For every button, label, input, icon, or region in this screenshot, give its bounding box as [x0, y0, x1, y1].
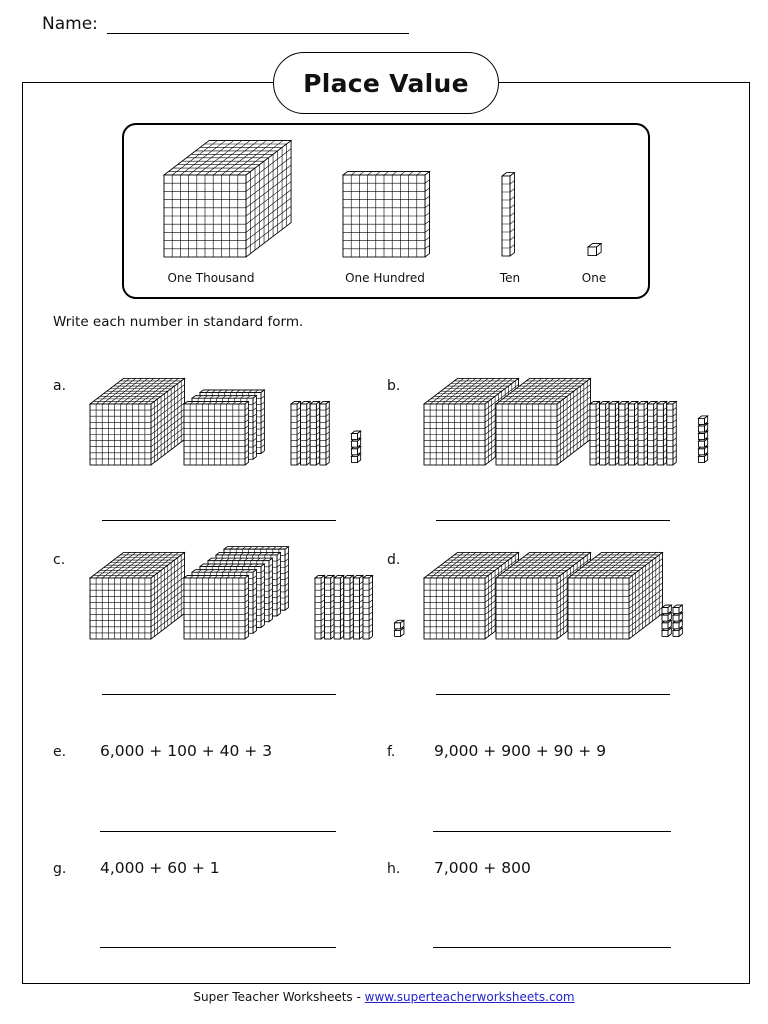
problem-letter-g: g.	[53, 861, 67, 877]
hundred-flat-icon	[184, 575, 248, 639]
instructions: Write each number in standard form.	[53, 314, 304, 330]
key-label-hundred: One Hundred	[345, 271, 425, 285]
problem-letter-c: c.	[53, 552, 66, 568]
key-label-thousand: One Thousand	[167, 271, 255, 285]
ten-rod-icon	[628, 401, 637, 465]
ten-rod-icon	[353, 575, 362, 639]
problem-letter-d: d.	[387, 552, 401, 568]
hundred-flat-icon	[184, 401, 248, 465]
problem-expression-h: 7,000 + 800	[434, 859, 531, 877]
ten-rod-icon	[609, 401, 618, 465]
ten-rod-icon	[310, 401, 319, 465]
name-label: Name:	[42, 14, 98, 34]
unit-cube-icon	[662, 605, 671, 614]
page-title: Place Value	[273, 52, 499, 114]
problem-expression-f: 9,000 + 900 + 90 + 9	[434, 742, 607, 760]
ten-rod-icon	[315, 575, 324, 639]
problem-expression-g: 4,000 + 60 + 1	[100, 859, 220, 877]
ten-rod-icon	[320, 401, 329, 465]
ten-rod-icon	[590, 401, 599, 465]
ten-rod-icon	[344, 575, 353, 639]
unit-cube-icon	[395, 620, 404, 629]
unit-cube-icon	[351, 431, 360, 440]
problem-letter-a: a.	[53, 378, 67, 394]
ten-rod-icon	[291, 401, 300, 465]
ten-rod-icon	[325, 575, 334, 639]
ten-rod-icon	[334, 575, 343, 639]
ten-rod-icon	[657, 401, 666, 465]
problem-letter-f: f.	[387, 744, 396, 760]
ten-rod-icon	[667, 401, 676, 465]
thousand-cube-icon	[90, 552, 185, 639]
ten-rod-icon	[301, 401, 310, 465]
unit-cube-icon	[673, 605, 682, 614]
thousand-cube-icon	[90, 378, 185, 465]
ten-rod-icon	[600, 401, 609, 465]
key-label-one: One	[581, 271, 607, 285]
problem-expression-e: 6,000 + 100 + 40 + 3	[100, 742, 273, 760]
ten-rod-icon	[363, 575, 372, 639]
thousand-cube-icon	[164, 141, 291, 257]
problem-letter-b: b.	[387, 378, 401, 394]
unit-cube-icon	[588, 243, 601, 255]
footer-link[interactable]: www.superteacherworksheets.com	[364, 990, 575, 1004]
ten-rod-icon	[619, 401, 628, 465]
key-label-ten: Ten	[499, 271, 521, 285]
problem-letter-e: e.	[53, 744, 67, 760]
footer-text: Super Teacher Worksheets -	[193, 990, 365, 1004]
ten-rod-icon	[648, 401, 657, 465]
unit-cube-icon	[698, 416, 707, 425]
ten-rod-icon	[502, 173, 514, 256]
ten-rod-icon	[638, 401, 647, 465]
hundred-flat-icon	[343, 172, 430, 257]
problem-letter-h: h.	[387, 861, 401, 877]
